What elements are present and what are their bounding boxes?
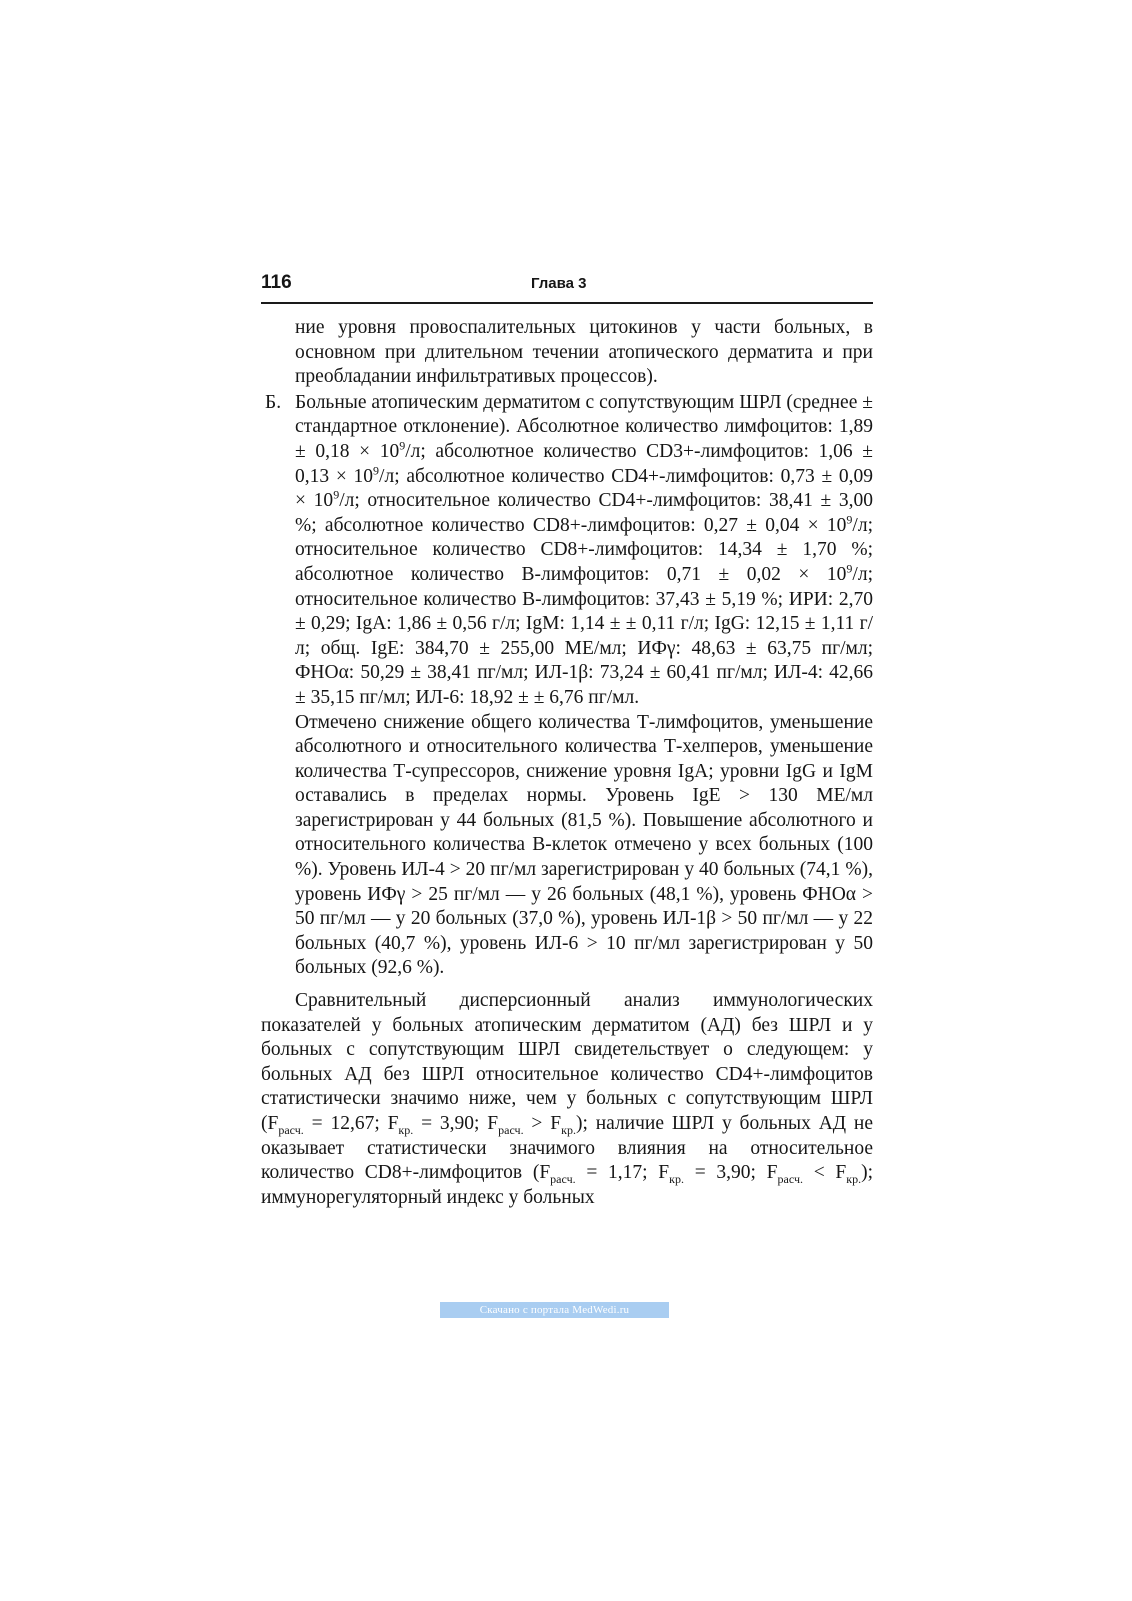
para-text: ); иммунорегуляторный индекс у больных	[261, 1162, 874, 1208]
subscript: кр.	[398, 1122, 414, 1137]
para-text: > F	[523, 1113, 562, 1134]
list-item-marker: Б.	[265, 391, 282, 413]
exponent: 9	[846, 561, 853, 576]
subscript: расч.	[498, 1122, 524, 1137]
list-item-b	[261, 391, 873, 711]
watermark-banner: Скачано с портала MedWedi.ru	[440, 1302, 669, 1318]
subscript: кр.	[846, 1172, 862, 1187]
para-text: = 3,90; F	[684, 1162, 778, 1184]
para-text: ); наличие ШРЛ у больных АД не оказывает статистически значимого влияния на относительное количество CD8+-лимфоцитов (F	[261, 1113, 873, 1184]
item-text: /л; относительное количество CD8+-лимфоцитов: 14,34 ± 1,70 %; абсолютное количество В-лимфоцитов: 0,71 ± 0,02 × 10	[295, 514, 873, 585]
para-text: = 12,67; F	[303, 1113, 399, 1134]
item-text: Больные атопическим дерматитом с сопутствующим ШРЛ (среднее ± стандартное отклонение). Абсолютное количество лимфоцитов: 1,89 ± 0,18 × 10	[295, 391, 873, 462]
para-text: = 3,90; F	[413, 1113, 499, 1134]
subscript: расч.	[550, 1172, 576, 1187]
exponent: 9	[399, 438, 406, 453]
item-text: /л; относительное количество CD4+-лимфоцитов: 38,41 ± 3,00 %; абсолютное количество CD8+-лимфоцитов: 0,27 ± 0,04 × 10	[295, 490, 874, 536]
subscript: расч.	[777, 1172, 803, 1187]
para-text: < F	[802, 1162, 847, 1184]
page-header	[261, 272, 873, 304]
para-text: = 1,17; F	[575, 1162, 670, 1184]
page-number: 116	[261, 272, 292, 293]
running-head: Глава 3	[531, 275, 587, 292]
exponent: 9	[333, 487, 340, 502]
para-text: Сравнительный дисперсионный анализ иммунологических показателей у больных атопическим дерматитом (АД) без ШРЛ и у больных с сопутствующим ШРЛ свидетельствует о следующем: у больных АД без ШРЛ относительное количество CD4+-лимфоцитов статистически значимо ниже, чем у больных с сопутствующим ШРЛ (F	[261, 990, 873, 1134]
continuation-paragraph: ние уровня провоспалительных цитокинов у части больных, в основном при длительном течении атопического дерматита и при преобладании инфильтративых процессов).	[295, 317, 873, 388]
subscript: расч.	[278, 1122, 304, 1137]
exponent: 9	[373, 463, 380, 478]
body-text	[261, 316, 873, 1210]
exponent: 9	[846, 512, 853, 527]
item-text: /л; абсолютное количество CD4+-лимфоцитов: 0,73 ± 0,09 × 10	[295, 465, 873, 512]
item-text: /л; относительное количество В-лимфоцитов: 37,43 ± 5,19 %; ИРИ: 2,70 ± 0,29; IgA: 1,86 ± 0,56 г/л; IgM: 1,14 ± ± 0,11 г/л; IgG: 12,15 ± 1,11 г/л; общ. IgE: 384,70 ± 255,00 МЕ/мл; ИФγ: 48,63 ± 63,75 пг/мл; ФНОα: 50,29 ± 38,41 пг/мл; ИЛ-1β: 73,24 ± 60,41 пг/мл; ИЛ-4: 42,66 ± 35,15 пг/мл; ИЛ-6: 18,92 ± ± 6,76 пг/мл.	[295, 563, 873, 708]
item-text: /л; абсолютное количество CD3+-лимфоцитов: 1,06 ± 0,13 × 10	[295, 440, 873, 487]
subscript: кр.	[561, 1122, 576, 1137]
analysis-paragraph	[261, 989, 873, 1210]
subscript: кр.	[669, 1172, 684, 1187]
findings-paragraph: Отмечено снижение общего количества Т-лимфоцитов, уменьшение абсолютного и относительного количества Т-хелперов, уменьшение количества Т-супрессоров, снижение уровня IgA; уровни IgG и IgM оставались в пределах нормы. Уровень IgE > 130 МЕ/мл зарегистрирован у 44 больных (81,5 %). Повышение абсолютного и относительного количества В-клеток отмечено у всех больных (100 %). Уровень ИЛ-4 > 20 пг/мл зарегистрирован у 40 больных (74,1 %), уровень ИФγ > 25 пг/мл — у 26 больных (48,1 %), уровень ФНОα > 50 пг/мл — у 20 больных (37,0 %), уровень ИЛ-1β > 50 пг/мл — у 22 больных (40,7 %), уровень ИЛ-6 > 10 пг/мл зарегистрирован у 50 больных (92,6 %).	[295, 711, 873, 979]
